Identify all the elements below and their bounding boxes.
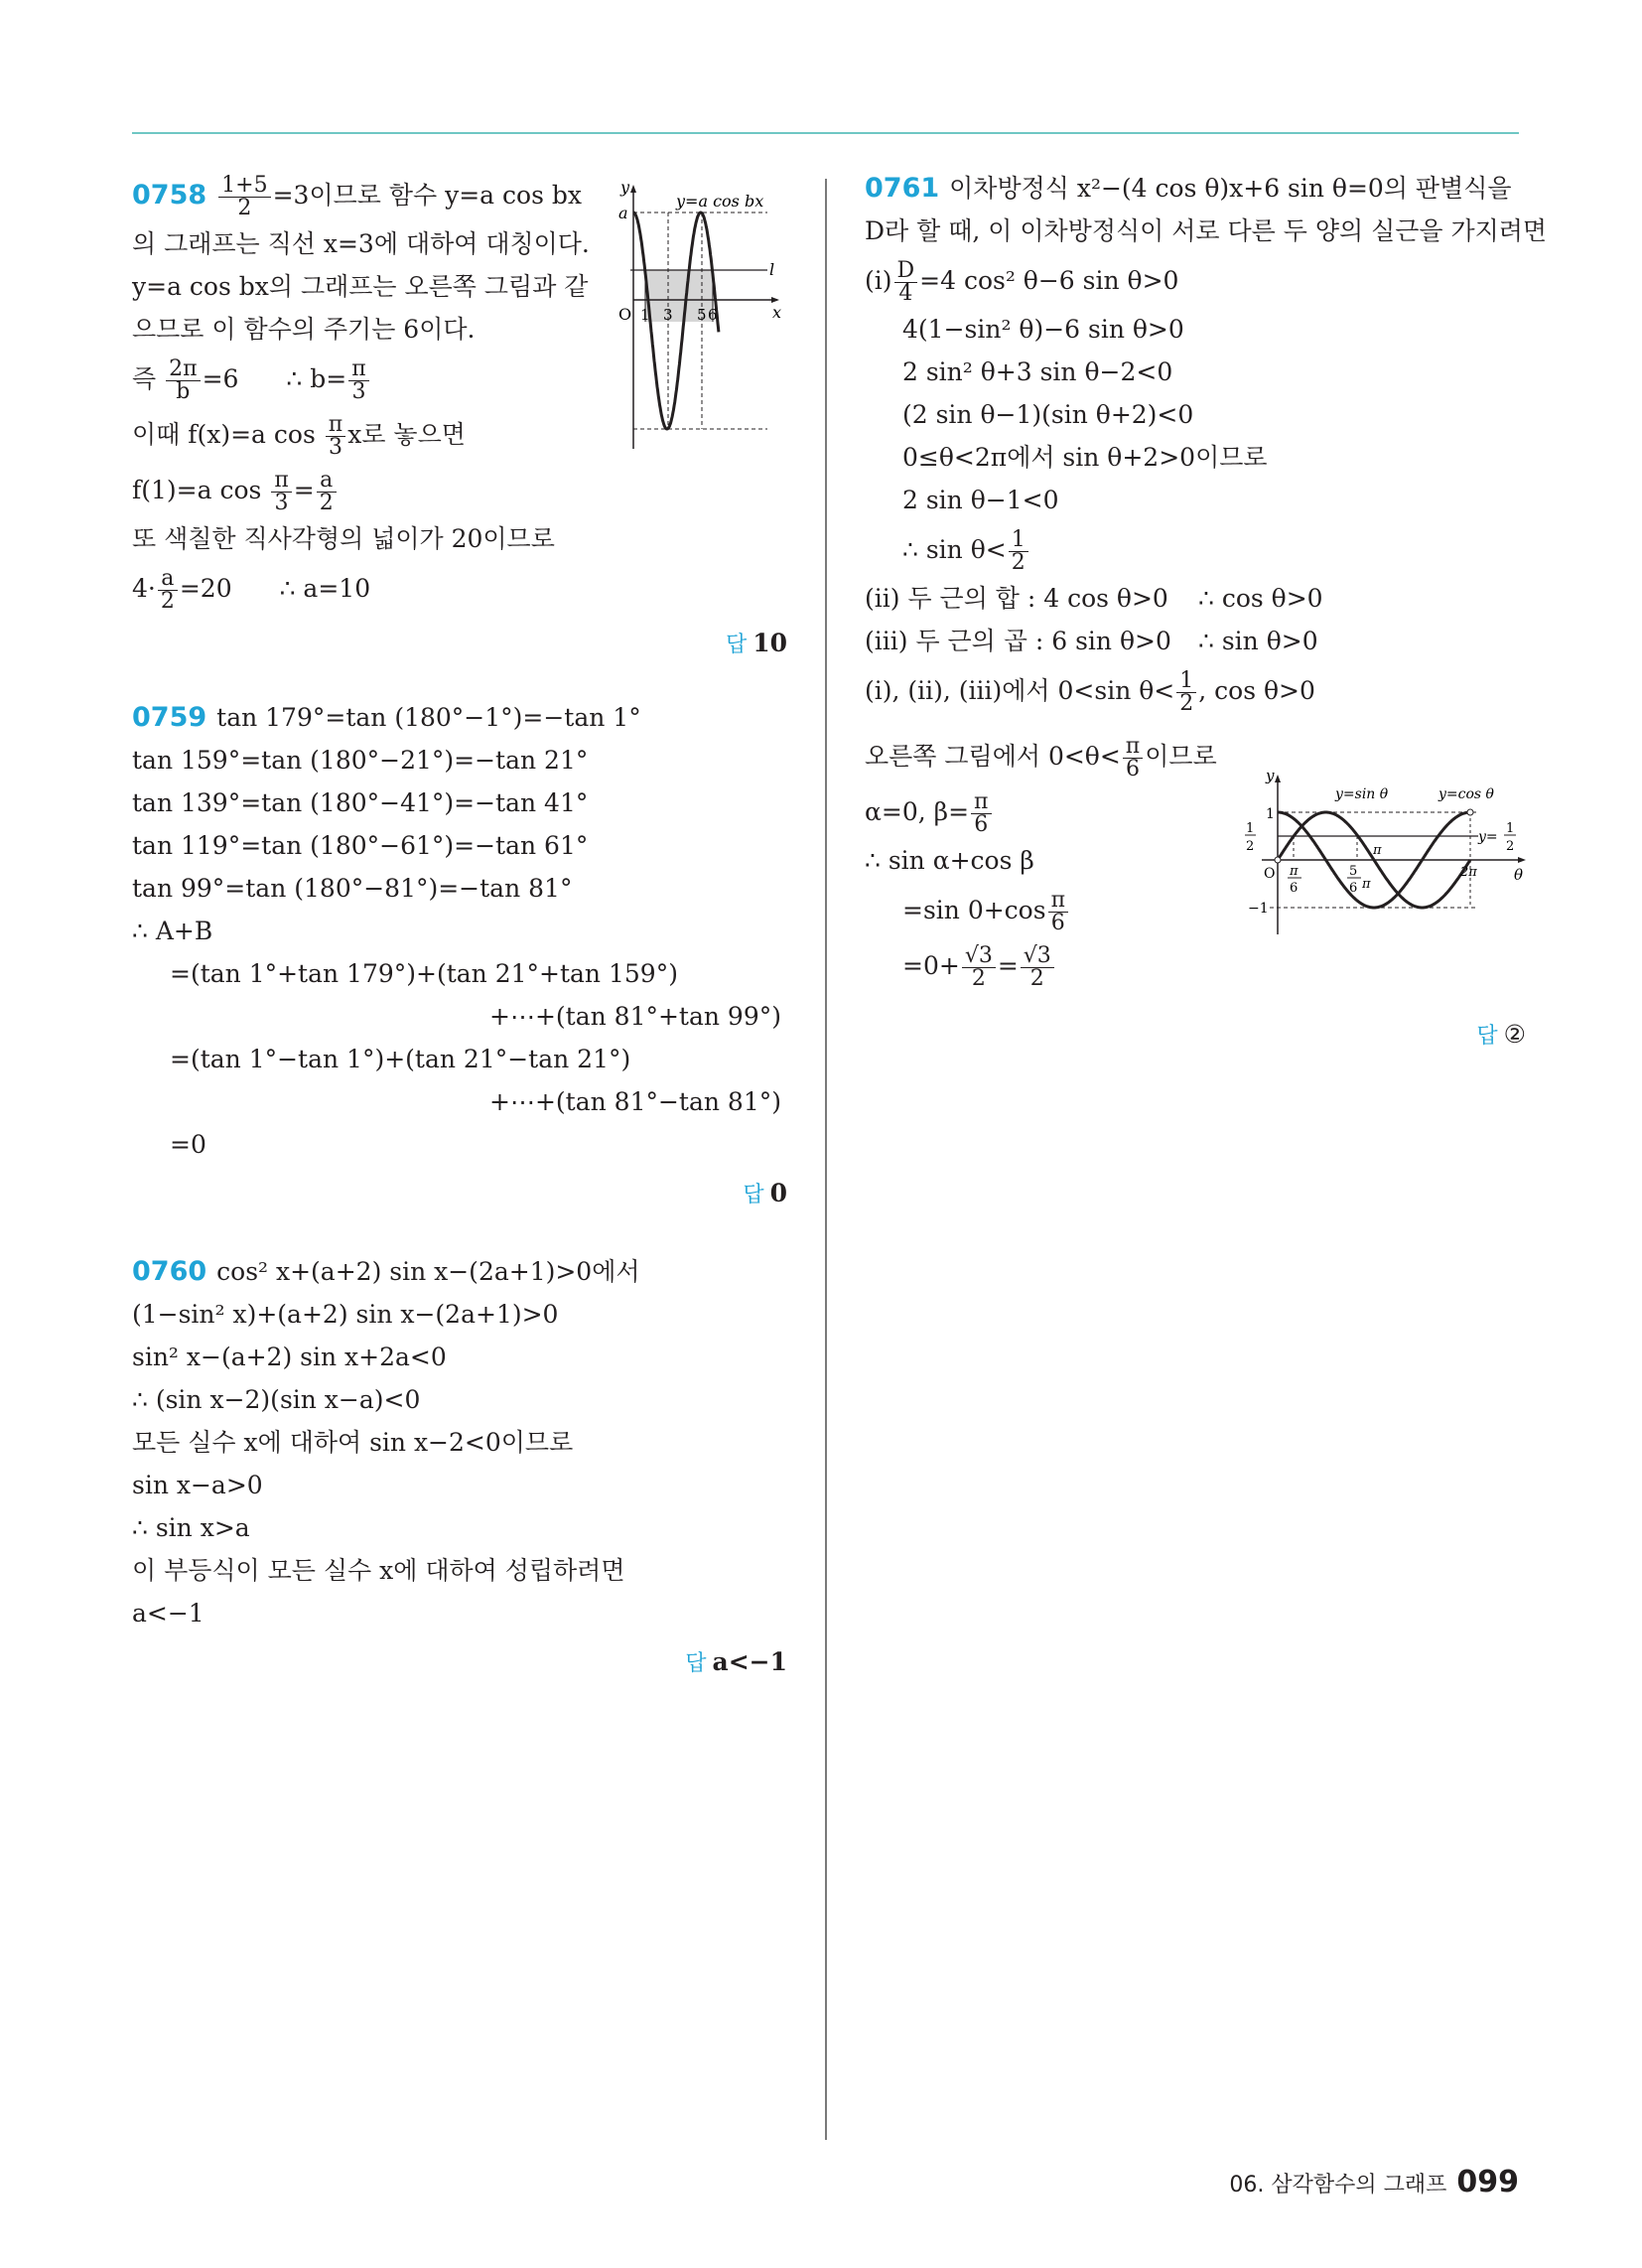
line: ∴ sin x>a bbox=[132, 1513, 250, 1542]
y-axis-label: y bbox=[620, 181, 630, 197]
line: 0759 tan 179°=tan (180°−1°)=−tan 1° bbox=[132, 702, 641, 733]
line: ∴ sin θ< $\frac{1}{2}$ bbox=[865, 529, 1526, 585]
l-label: l bbox=[769, 260, 775, 279]
svg-text:2: 2 bbox=[1246, 839, 1255, 854]
sin-cos-graph bbox=[1240, 771, 1528, 939]
line: tan 119°=tan (180°−61°)=−tan 61° bbox=[132, 831, 589, 860]
problem-0760 bbox=[132, 1258, 787, 1677]
svg-text:2: 2 bbox=[1506, 839, 1515, 854]
answer: 답 ② bbox=[1476, 1020, 1526, 1049]
tick-3: 3 bbox=[663, 306, 673, 324]
svg-text:π: π bbox=[1362, 877, 1371, 892]
line: 의 그래프는 직선 x=3에 대하여 대칭이다. bbox=[132, 229, 590, 258]
svg-text:O: O bbox=[1264, 866, 1276, 882]
problem-number: 0761 bbox=[865, 173, 940, 204]
svg-text:π: π bbox=[1290, 864, 1299, 879]
line: +⋯+(tan 81°+tan 99°) bbox=[489, 1002, 781, 1031]
svg-text:y=sin θ: y=sin θ bbox=[1335, 786, 1389, 802]
line: 으므로 이 함수의 주기는 6이다. bbox=[132, 315, 476, 344]
line: tan 139°=tan (180°−41°)=−tan 41° bbox=[132, 788, 589, 817]
line: (1−sin² x)+(a+2) sin x−(2a+1)>0 bbox=[132, 1300, 559, 1329]
problem-0759 bbox=[132, 704, 787, 1208]
line: =(tan 1°+tan 179°)+(tan 21°+tan 159°) bbox=[170, 959, 678, 988]
problem-0761 bbox=[865, 173, 1548, 1050]
tick-6: 6 bbox=[708, 306, 718, 324]
svg-text:π: π bbox=[1373, 843, 1382, 858]
line: 2 sin θ−1<0 bbox=[902, 486, 1059, 514]
tick-5: 5 bbox=[697, 306, 707, 324]
line: 이 부등식이 모든 실수 x에 대하여 성립하려면 bbox=[132, 1556, 625, 1585]
a-label: a bbox=[618, 204, 628, 222]
page-number: 099 bbox=[1456, 2165, 1519, 2199]
line: (ⅲ) 두 근의 곱 : 6 sin θ>0 ∴ sin θ>0 bbox=[865, 627, 1318, 655]
x-axis-label: x bbox=[772, 303, 782, 322]
line: f(1)=a cos $\frac{\pi}{3}$ = $\frac{a}{2}$ bbox=[132, 470, 787, 525]
line: =(tan 1°−tan 1°)+(tan 21°−tan 21°) bbox=[170, 1045, 631, 1073]
line: 이때 f(x)=a cos $\frac{\pi}{3}$ x로 놓으면 bbox=[132, 412, 466, 460]
function-label: y=a cos bx bbox=[676, 192, 764, 211]
svg-text:y: y bbox=[1266, 771, 1275, 784]
line: ∴ sin α+cos β bbox=[865, 846, 1034, 875]
line: (ⅰ) $\frac{D}{4}$ =4 cos² θ−6 sin θ>0 bbox=[865, 258, 1179, 306]
svg-text:1: 1 bbox=[1246, 821, 1255, 836]
line: sin² x−(a+2) sin x+2a<0 bbox=[132, 1343, 447, 1371]
origin-label: O bbox=[618, 305, 632, 324]
problem-number: 0759 bbox=[132, 702, 207, 733]
line: y=a cos bx의 그래프는 오른쪽 그림과 같 bbox=[132, 272, 589, 301]
top-rule bbox=[132, 132, 1519, 134]
problem-number: 0758 bbox=[132, 180, 207, 211]
svg-text:y=: y= bbox=[1478, 829, 1498, 845]
tick-1: 1 bbox=[640, 306, 650, 324]
problem-0758 bbox=[132, 175, 787, 658]
answer: 답 10 bbox=[725, 629, 787, 657]
line: 4· $\frac{a}{2}$ =20 ∴ a=10 bbox=[132, 566, 371, 614]
line: (ⅱ) 두 근의 합 : 4 cos θ>0 ∴ cos θ>0 bbox=[865, 584, 1323, 613]
chapter-title: 06. 삼각함수의 그래프 bbox=[1229, 2173, 1447, 2197]
svg-text:5: 5 bbox=[1349, 864, 1358, 879]
left-column bbox=[132, 175, 787, 1677]
answer: 답 0 bbox=[743, 1179, 787, 1207]
page-footer bbox=[1229, 2165, 1519, 2199]
column-divider bbox=[825, 179, 827, 2140]
line: 즉 $\frac{2\pi}{b}$ =6 ∴ b= $\frac{\pi}{3}$ bbox=[132, 358, 787, 414]
problem-number: 0760 bbox=[132, 1256, 207, 1287]
line: =0+ $\frac{√3}{2}$ = $\frac{√3}{2}$ bbox=[865, 945, 1526, 1001]
svg-text:−1: −1 bbox=[1248, 901, 1269, 917]
line: 0761 이차방정식 x²−(4 cos θ)x+6 sin θ=0의 판별식을 bbox=[865, 173, 1512, 204]
line: 또 색칠한 직사각형의 넓이가 20이므로 bbox=[132, 524, 555, 553]
text: =3이므로 함수 y=a cos bx bbox=[272, 181, 582, 210]
answer: 답 a<−1 bbox=[685, 1647, 787, 1676]
svg-text:2π: 2π bbox=[1460, 865, 1477, 880]
fraction: $\frac{1+5}{2}$ bbox=[218, 175, 270, 219]
svg-text:6: 6 bbox=[1290, 881, 1299, 896]
svg-text:6: 6 bbox=[1349, 881, 1358, 896]
line: 4(1−sin² θ)−6 sin θ>0 bbox=[902, 315, 1184, 344]
svg-text:1: 1 bbox=[1266, 806, 1275, 822]
line: ∴ (sin x−2)(sin x−a)<0 bbox=[132, 1385, 421, 1414]
line: tan 159°=tan (180°−21°)=−tan 21° bbox=[132, 746, 589, 775]
line: α=0, β= $\frac{\pi}{6}$ bbox=[865, 791, 1526, 847]
line: 모든 실수 x에 대하여 sin x−2<0이므로 bbox=[132, 1428, 574, 1457]
right-column bbox=[865, 173, 1548, 1050]
cosine-graph bbox=[618, 181, 782, 449]
line: 0≤θ<2π에서 sin θ+2>0이므로 bbox=[902, 443, 1268, 472]
line: 2 sin² θ+3 sin θ−2<0 bbox=[902, 357, 1173, 386]
line: tan 99°=tan (180°−81°)=−tan 81° bbox=[132, 874, 573, 903]
line: (ⅰ), (ⅱ), (ⅲ)에서 0<sin θ< $\frac{1}{2}$ , cos θ>0 bbox=[865, 668, 1315, 716]
line: +⋯+(tan 81°−tan 81°) bbox=[489, 1087, 781, 1116]
line: ∴ A+B bbox=[132, 917, 213, 945]
line: D라 할 때, 이 이차방정식이 서로 다른 두 양의 실근을 가지려면 bbox=[865, 216, 1548, 245]
svg-text:θ: θ bbox=[1514, 866, 1524, 884]
line: 오른쪽 그림에서 0<θ< $\frac{\pi}{6}$ 이므로 bbox=[865, 734, 1217, 781]
svg-text:y=cos θ: y=cos θ bbox=[1438, 786, 1494, 802]
line: a<−1 bbox=[132, 1599, 205, 1628]
line: (2 sin θ−1)(sin θ+2)<0 bbox=[902, 400, 1194, 429]
svg-text:1: 1 bbox=[1506, 821, 1515, 836]
line: =sin 0+cos $\frac{\pi}{6}$ bbox=[865, 890, 1526, 945]
line: =0 bbox=[170, 1130, 206, 1159]
line: sin x−a>0 bbox=[132, 1471, 263, 1499]
line: 0760 cos² x+(a+2) sin x−(2a+1)>0에서 bbox=[132, 1256, 640, 1287]
